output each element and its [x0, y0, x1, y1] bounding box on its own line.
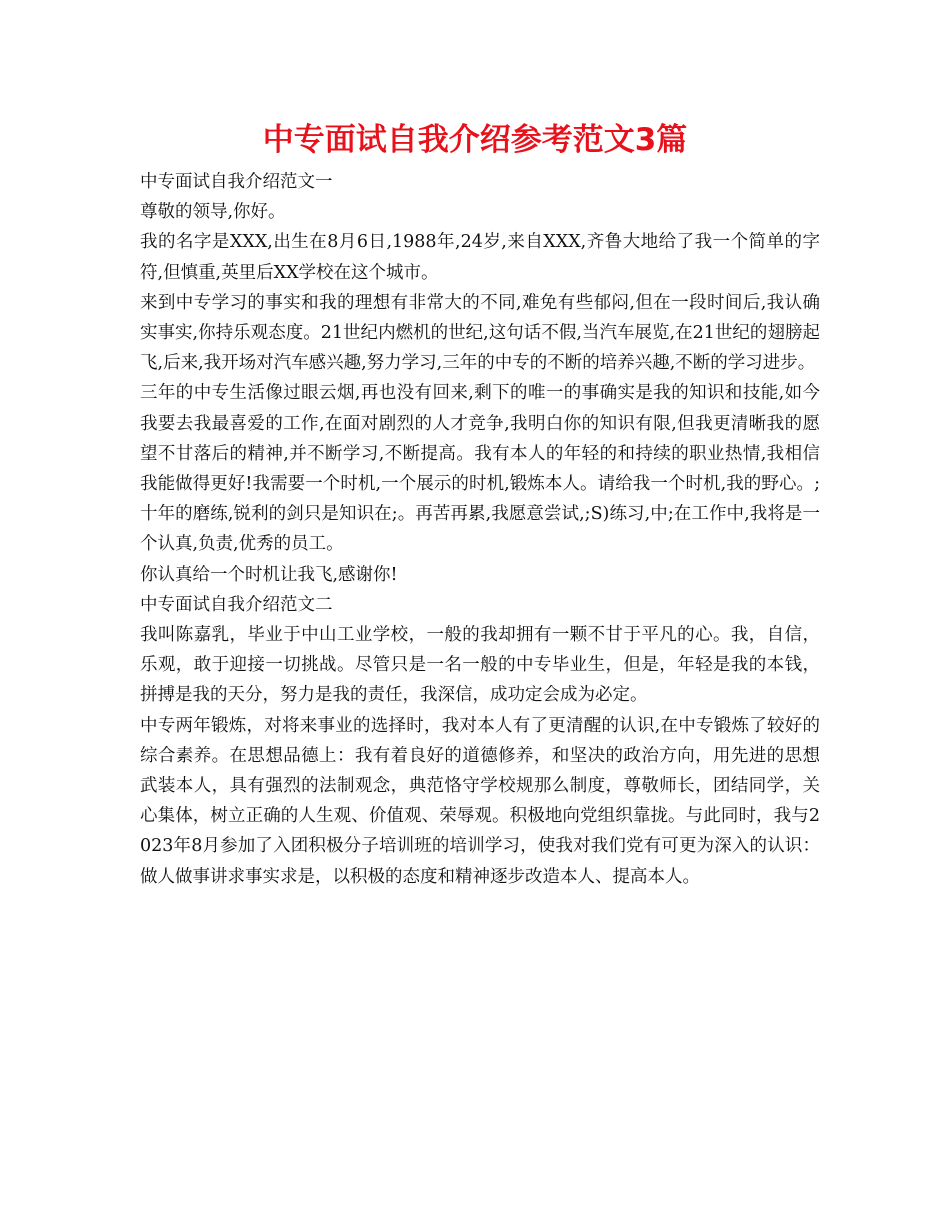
paragraph: 你认真给一个时机让我飞,感谢你! — [140, 564, 398, 585]
paragraph: 来到中专学习的事实和我的理想有非常大的不同,难免有些郁闷,但在一段时间后,我认确实事实,你持乐观态度。21世纪内燃机的世纪,这句话不假,当汽车展览,在21世纪的翅膀起飞,后来,我开场对汽车感兴趣,努力学习,三年的中专的不断的培养兴趣,不断的学习进步。 — [140, 292, 820, 374]
document-title: 中专面试自我介绍参考范文3篇 — [262, 122, 688, 158]
section-heading-2: 中专面试自我介绍范文二 — [140, 594, 333, 615]
paragraph: 三年的中专生活像过眼云烟,再也没有回来,剩下的唯一的事确实是我的知识和技能,如今我要去我最喜爱的工作,在面对剧烈的人才竞争,我明白你的知识有限,但我更清晰我的愿望不甘落后的精神,并不断学习,不断提高。我有本人的年轻的和持续的职业热情,我相信我能做得更好!我需要一个时机,一个展示的时机,锻炼本人。请给我一个时机,我的野心。;十年的磨练,锐利的剑只是知识在;。再苦再累,我愿意尝试,;S)练习,中;在工作中,我将是一个认真,负责,优秀的员工。 — [140, 383, 820, 555]
document-body — [140, 167, 820, 892]
section-heading-1: 中专面试自我介绍范文一 — [140, 172, 333, 192]
paragraph: 尊敬的领导,你好。 — [140, 202, 286, 223]
paragraph: 中专两年锻炼，对将来事业的选择时，我对本人有了更清醒的认识,在中专锻炼了较好的综合素养。在思想品德上：我有着良好的道德修养，和坚决的政治方向，用先进的思想武装本人，具有强烈的法制观念，典范恪守学校规那么制度，尊敬师长，团结同学，关心集体，树立正确的人生观、价值观、荣辱观。积极地向党组织靠拢。与此同时，我与2023年8月参加了入团积极分子培训班的培训学习，使我对我们党有可更为深入的认识：做人做事讲求事实求是，以积极的态度和精神逐步改造本人、提高本人。 — [140, 715, 820, 887]
paragraph: 我叫陈嘉乳，毕业于中山工业学校，一般的我却拥有一颗不甘于平凡的心。我，自信，乐观，敢于迎接一切挑战。尽管只是一名一般的中专毕业生，但是，年轻是我的本钱，拼搏是我的天分，努力是我的责任，我深信，成功定会成为必定。 — [140, 625, 820, 706]
paragraph: 我的名字是XXX,出生在8月6日,1988年,24岁,来自XXX,齐鲁大地给了我一个简单的字符,但慎重,英里后XX学校在这个城市。 — [140, 232, 820, 283]
